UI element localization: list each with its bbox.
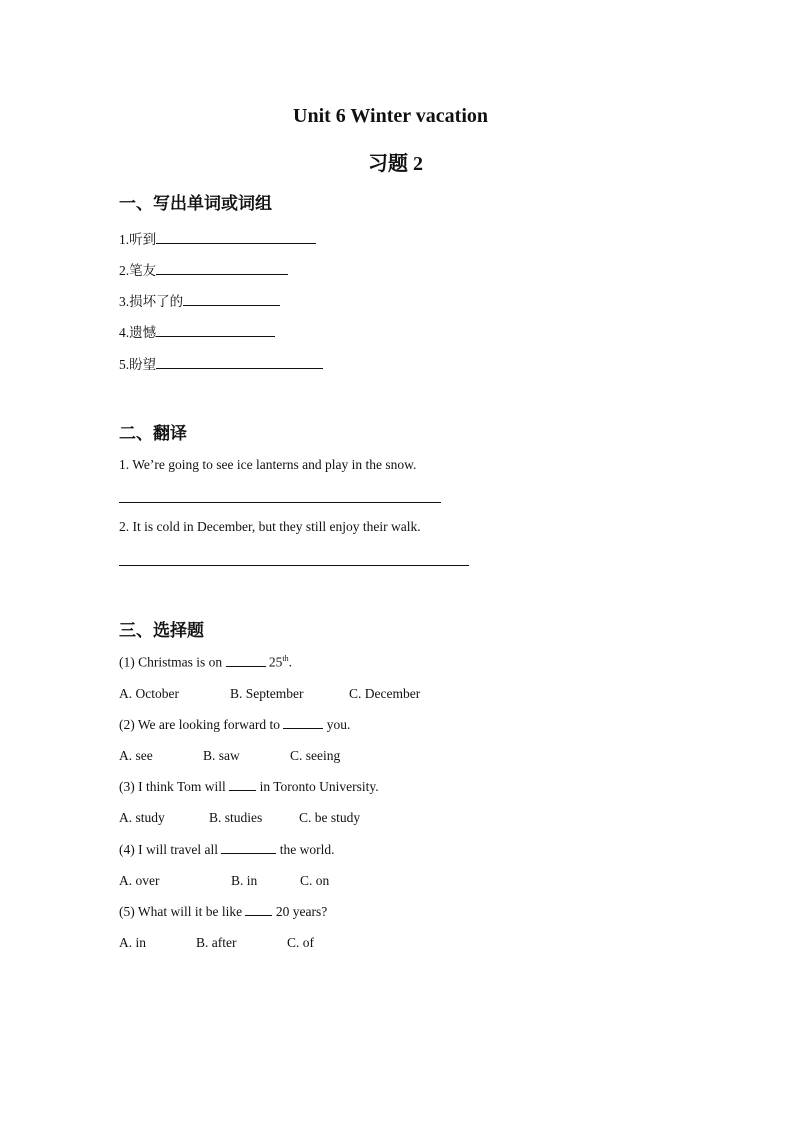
question-text-tail: 20 years? — [275, 904, 328, 919]
vocab-item-2 — [119, 259, 288, 279]
question-4 — [119, 842, 334, 858]
option-b[interactable]: B. September — [230, 686, 304, 701]
option-c[interactable]: C. seeing — [290, 748, 341, 763]
option-b[interactable]: B. studies — [209, 810, 263, 825]
answer-blank[interactable] — [221, 842, 276, 854]
answer-blank[interactable] — [156, 325, 275, 337]
option-b[interactable]: B. saw — [203, 748, 240, 763]
question-text-tail: 25 — [268, 654, 283, 670]
section-3-heading: 三、选择题 — [119, 621, 204, 641]
option-c[interactable]: C. December — [349, 686, 421, 701]
question-punct: . — [288, 654, 292, 670]
question-text: (1) Christmas is on — [119, 654, 223, 670]
option-c[interactable]: C. of — [287, 935, 314, 950]
section-2-heading: 二、翻译 — [119, 424, 187, 444]
vocab-item-4 — [119, 321, 275, 341]
answer-blank[interactable] — [283, 717, 323, 729]
answer-blank[interactable] — [226, 655, 266, 667]
vocab-item-5 — [119, 353, 323, 373]
answer-blank[interactable] — [229, 779, 256, 791]
ordinal-suffix: th — [282, 654, 289, 663]
translate-item-2: 2. It is cold in December, but they still enjoy their walk. — [119, 519, 421, 534]
option-c[interactable]: C. be study — [299, 810, 361, 825]
answer-line-2[interactable] — [119, 565, 469, 566]
question-text: (3) I think Tom will — [119, 779, 226, 794]
option-a[interactable]: A. study — [119, 810, 165, 825]
question-text-tail: you. — [326, 717, 351, 732]
option-a[interactable]: A. in — [119, 935, 146, 950]
translate-item-1: 1. We’re going to see ice lanterns and play in the snow. — [119, 457, 417, 472]
section-1-heading: 一、写出单词或词组 — [119, 194, 272, 214]
answer-blank[interactable] — [183, 294, 280, 306]
vocab-item-1 — [119, 228, 316, 248]
vocab-item-3 — [119, 290, 280, 310]
question-text: (4) I will travel all — [119, 842, 218, 857]
vocab-item-label: 3.损坏了的 — [119, 294, 184, 309]
option-a[interactable]: A. over — [119, 873, 160, 888]
answer-line-1[interactable] — [119, 502, 441, 503]
page-subtitle: 习题 2 — [368, 153, 423, 175]
question-3 — [119, 779, 379, 795]
page-title: Unit 6 Winter vacation — [293, 105, 489, 127]
option-b[interactable]: B. after — [196, 935, 237, 950]
question-text: (5) What will it be like — [119, 904, 243, 919]
vocab-item-label: 4.遗憾 — [119, 325, 157, 340]
question-text: (2) We are looking forward to — [119, 717, 280, 732]
vocab-item-label: 1.听到 — [119, 232, 157, 247]
question-text-tail: in Toronto University. — [259, 779, 379, 794]
question-5 — [119, 904, 327, 920]
answer-blank[interactable] — [245, 904, 272, 916]
answer-blank[interactable] — [156, 263, 288, 275]
question-2 — [119, 717, 350, 733]
option-b[interactable]: B. in — [231, 873, 258, 888]
option-c[interactable]: C. on — [300, 873, 330, 888]
option-a[interactable]: A. October — [119, 686, 179, 701]
question-1 — [119, 654, 292, 671]
vocab-item-label: 2.笔友 — [119, 263, 157, 278]
question-text-tail: the world. — [279, 842, 335, 857]
vocab-item-label: 5.盼望 — [119, 357, 157, 372]
option-a[interactable]: A. see — [119, 748, 153, 763]
answer-blank[interactable] — [156, 232, 316, 244]
answer-blank[interactable] — [156, 357, 323, 369]
